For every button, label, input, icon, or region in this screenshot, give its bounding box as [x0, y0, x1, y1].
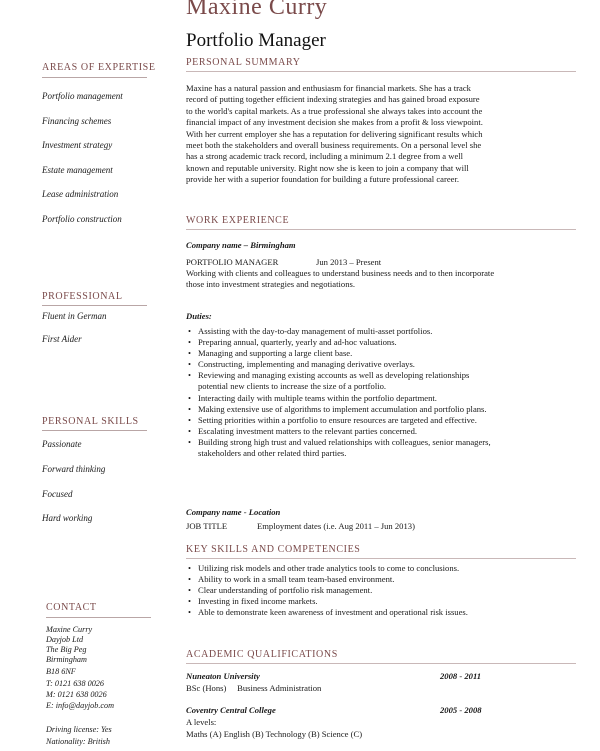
sidebar [0, 0, 175, 751]
job2-role: JOB TITLE [186, 521, 228, 531]
education-heading: ACADEMIC QUALIFICATIONS [186, 649, 338, 660]
alevels-label: A levels: [186, 717, 217, 727]
alevels: Maths (A) English (B) Technology (B) Science (C) [186, 729, 363, 739]
skills-heading: PERSONAL SKILLS [42, 416, 139, 427]
contact-line: M: 0121 638 0026 [46, 690, 107, 699]
contact-email: E: info@dayjob.com [46, 701, 115, 710]
area-item: Lease administration [42, 189, 119, 199]
skill-item: Focused [42, 489, 73, 499]
duties-list [186, 326, 566, 459]
summary-text [186, 83, 546, 186]
duties-label: Duties: [186, 311, 212, 321]
job1-desc-line: those into investment strategies and negotiations. [186, 279, 355, 290]
summary-line: to the world's capital markets. As a true professional she always takes into account the [186, 105, 483, 116]
areas-rule [42, 77, 147, 78]
driving-license: Driving license: Yes [46, 725, 112, 734]
duty-item: • Constructing, implementing and managing derivative overlays. [186, 359, 566, 370]
skill-bullet: • Utilizing risk models and other trade analytics tools to come to conclusions. [186, 563, 566, 574]
summary-line: financial impact of any investment decision she makes from a profit & loss viewpoint. [186, 117, 483, 128]
duty-item: • Preparing annual, quarterly, yearly and ad-hoc valuations. [186, 337, 566, 348]
summary-line: meet both the stakeholders and overall business requirements. On a personal level she [186, 140, 482, 151]
area-item: Investment strategy [42, 140, 113, 150]
summary-line: record of putting together efficient indexing strategies and has gained broad exposure [186, 94, 480, 105]
contact-line: Dayjob Ltd [46, 635, 84, 644]
skill-bullet: • Clear understanding of portfolio risk management. [186, 585, 566, 596]
skills-rule [42, 430, 147, 431]
professional-item: Fluent in German [42, 311, 107, 321]
area-item: Portfolio management [42, 91, 123, 101]
contact-line: The Big Peg [46, 645, 87, 654]
skill-item: Forward thinking [42, 464, 106, 474]
job1-desc-line: Working with clients and colleagues to understand business needs and to then incorporate [186, 268, 495, 278]
summary-line: has a strong academic track record, including a minimum 2.1 degree from a well [186, 151, 464, 162]
skill-bullet: • Investing in fixed income markets. [186, 596, 566, 607]
school2-dates: 2005 - 2008 [440, 705, 482, 715]
job1-dates: Jun 2013 – Present [316, 257, 382, 267]
skills-section-rule [186, 558, 576, 559]
skills-list [186, 563, 566, 618]
duty-item: • Making extensive use of algorithms to implement accumulation and portfolio plans. [186, 404, 566, 415]
contact-line: Birmingham [46, 655, 87, 664]
resume-name: Maxine Curry [186, 0, 328, 20]
school1-name: Nuneaton University [186, 671, 260, 681]
contact-heading: CONTACT [46, 602, 97, 613]
duty-item: • Building strong high trust and valued relationships with colleagues, senior managers, [186, 437, 566, 448]
skill-bullet: • Ability to work in a small team team-based environment. [186, 574, 566, 585]
experience-heading: WORK EXPERIENCE [186, 215, 290, 226]
area-item: Financing schemes [42, 116, 112, 126]
experience-rule [186, 229, 576, 230]
summary-heading: PERSONAL SUMMARY [186, 57, 301, 68]
summary-line: With her current employer she has a reputation for delivering significant results which [186, 128, 483, 139]
skill-item: Hard working [42, 513, 93, 523]
duty-item: • Setting priorities within a portfolio to ensure resources are targeted and effective. [186, 415, 566, 426]
education-rule [186, 663, 576, 664]
summary-line: Maxine has a natural passion and enthusiasm for financial markets. She has a track [186, 83, 471, 93]
job1-desc [186, 268, 546, 291]
school1-dates: 2008 - 2011 [440, 671, 482, 681]
duty-item: • Reviewing and managing existing accounts as well as developing relationships [186, 370, 566, 381]
contact-line: T: 0121 638 0026 [46, 679, 104, 688]
contact-line: Maxine Curry [46, 625, 93, 634]
areas-heading: AREAS OF EXPERTISE [42, 62, 156, 73]
resume-title: Portfolio Manager [186, 30, 326, 51]
professional-heading: PROFESSIONAL [42, 291, 123, 302]
job1-role: PORTFOLIO MANAGER [186, 257, 279, 267]
nationality: Nationality: British [46, 737, 110, 746]
school2-name: Coventry Central College [186, 705, 276, 715]
job2-dates: Employment dates (i.e. Aug 2011 – Jun 2013) [257, 521, 415, 531]
skill-item: Passionate [42, 439, 82, 449]
skills-section-heading: KEY SKILLS AND COMPETENCIES [186, 544, 361, 555]
contact-rule [46, 617, 151, 618]
duty-item: • Assisting with the day-to-day management of multi-asset portfolios. [186, 326, 566, 337]
duty-item: • Managing and supporting a large client base. [186, 348, 566, 359]
degree1: BSc (Hons) Business Administration [186, 683, 322, 693]
summary-line: provide her with a superior foundation for building a future professional career. [186, 174, 460, 185]
contact-line: B18 6NF [46, 667, 76, 676]
job2-company: Company name - Location [186, 507, 281, 517]
area-item: Estate management [42, 165, 113, 175]
professional-rule [42, 305, 147, 306]
skill-bullet: • Able to demonstrate keen awareness of investment and operational risk issues. [186, 607, 566, 618]
job1-company: Company name – Birmingham [186, 240, 296, 250]
duty-item-continued: potential new clients to increase the size of a portfolio. [198, 381, 387, 392]
duty-item: • Escalating investment matters to the relevant parties concerned. [186, 426, 566, 437]
duty-item-continued: stakeholders and other related third parties. [198, 448, 347, 459]
area-item: Portfolio construction [42, 214, 122, 224]
professional-item: First Aider [42, 334, 82, 344]
summary-rule [186, 71, 576, 72]
summary-line: known and reputable university. Right now she is keen to join a company that will [186, 162, 469, 173]
duty-item: • Interacting daily with multiple teams within the portfolio department. [186, 393, 566, 404]
